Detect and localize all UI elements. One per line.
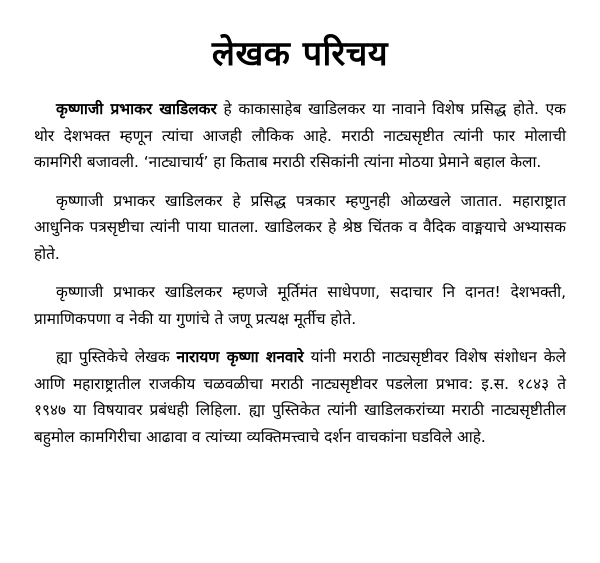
writer-name-bold: नारायण कृष्णा शनवारे xyxy=(176,348,304,366)
paragraph-4 xyxy=(34,344,566,450)
page-title: लेखक परिचय xyxy=(211,34,389,74)
paragraph-3 xyxy=(34,279,566,332)
paragraph-2-text: कृष्णाजी प्रभाकर खाडिलकर हे प्रसिद्ध पत्रकार म्हणुनही ओळखले जातात. महाराष्ट्रात आधुनिक पत्रसृष्टीचा त्यांनी पाया घातला. खाडिलकर हे श्रेष्ठ चिंतक व वैदिक वाङ्मयाचे अभ्यासक होते. xyxy=(34,191,566,263)
paragraph-1-text: हे काकासाहेब खाडिलकर या नावाने विशेष प्रसिद्ध होते. एक थोर देशभक्त म्हणून त्यांचा आजही लौकिक आहे. मराठी नाट्यसृष्टीत त्यांनी फार मोलाची कामगिरी बजावली. ‘नाट्याचार्य’ हा किताब मराठी रसिकांनी त्यांना मोठया प्रेमाने बहाल केला. xyxy=(34,100,566,171)
author-name-bold: कृष्णाजी प्रभाकर खाडिलकर xyxy=(56,100,217,118)
paragraph-3-text: कृष्णाजी प्रभाकर खाडिलकर म्हणजे मूर्तिमंत साधेपणा, सदाचार नि दानत! देशभक्ती, प्रामाणिकपणा व नेकी या गुणांचे ते जणू प्रत्यक्ष मूर्तीच होते. xyxy=(34,283,566,328)
paragraph-2 xyxy=(34,188,566,268)
paragraph-1 xyxy=(34,96,566,176)
paragraph-4-text-after: यांनी मराठी नाट्यसृष्टीवर विशेष संशोधन केले आणि महाराष्ट्रातील राजकीय चळवळीचा मराठी नाट्यसृष्टीवर पडलेला प्रभाव: इ.स. १८४३ ते १९४७ या विषयावर प्रबंधही लिहिला. ह्या पुस्तिकेत त्यांनी खाडिलकरांच्या मराठी नाट्यसृष्टीतील बहुमोल कामगिरीचा आढावा व त्यांच्या व्यक्तिमत्त्वाचे दर्शन वाचकांना घडविले आहे. xyxy=(34,348,566,446)
paragraph-4-text-before: ह्या पुस्तिकेचे लेखक xyxy=(56,348,177,366)
